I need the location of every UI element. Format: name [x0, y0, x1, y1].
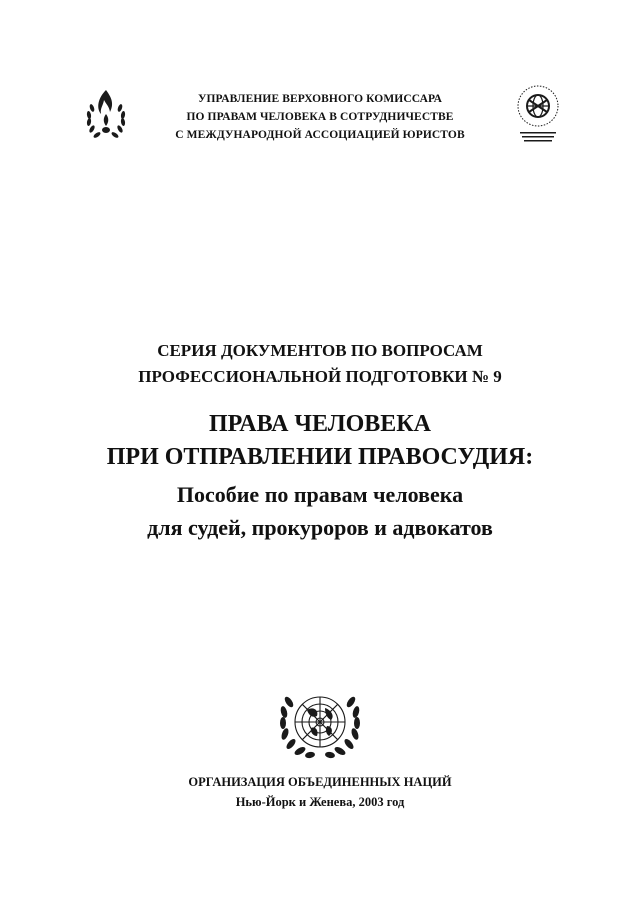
subtitle-line-2: для судей, прокуроров и адвокатов	[147, 515, 493, 540]
series-line-1: СЕРИЯ ДОКУМЕНТОВ ПО ВОПРОСАМ	[157, 341, 483, 360]
publisher-place-year: Нью-Йорк и Женева, 2003 год	[235, 795, 405, 809]
header-line-1: УПРАВЛЕНИЕ ВЕРХОВНОГО КОМИССАРА	[197, 93, 443, 105]
header-line-3: С МЕЖДУНАРОДНОЙ АССОЦИАЦИЕЙ ЮРИСТОВ	[175, 129, 465, 141]
header-organizations	[140, 90, 500, 144]
header-line-2: ПО ПРАВАМ ЧЕЛОВЕКА В СОТРУДНИЧЕСТВЕ	[186, 111, 454, 123]
un-emblem-icon	[277, 688, 363, 760]
iba-globe-logo-icon	[510, 80, 566, 146]
document-subtitle	[40, 478, 600, 544]
subtitle-line-1: Пособие по правам человека	[176, 482, 464, 507]
ohchr-flame-logo-icon	[82, 86, 130, 144]
title-line-2: ПРИ ОТПРАВЛЕНИИ ПРАВОСУДИЯ:	[106, 444, 534, 470]
series-line-2: ПРОФЕССИОНАЛЬНОЙ ПОДГОТОВКИ № 9	[138, 367, 502, 386]
series-heading	[60, 338, 580, 390]
document-title	[40, 408, 600, 474]
publisher-block	[100, 772, 540, 812]
title-line-1: ПРАВА ЧЕЛОВЕКА	[208, 411, 432, 437]
publisher-name: ОРГАНИЗАЦИЯ ОБЪЕДИНЕННЫХ НАЦИЙ	[188, 775, 452, 789]
